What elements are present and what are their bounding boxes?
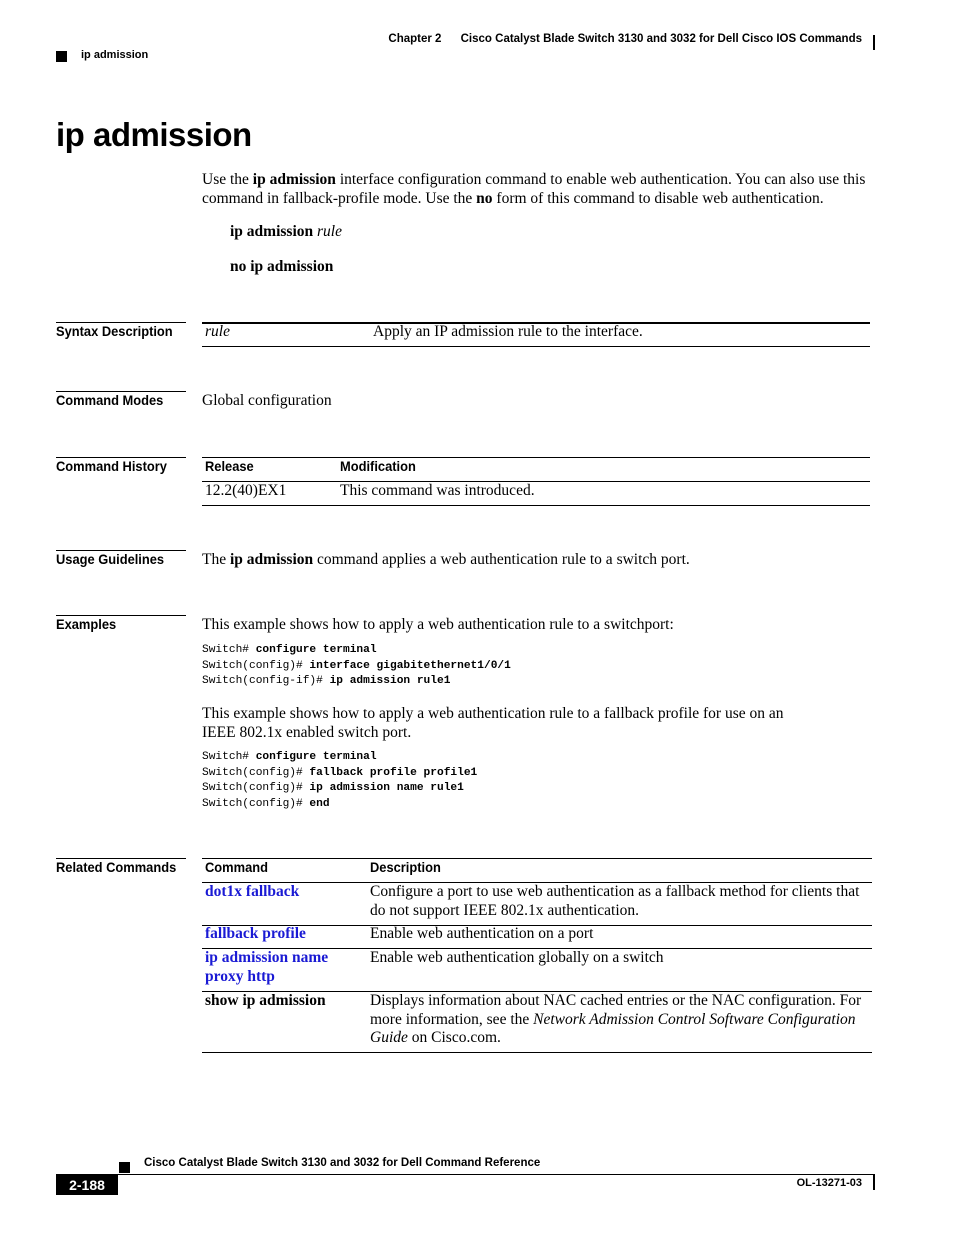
table-top-rule (202, 858, 872, 859)
table-bottom-rule (202, 346, 870, 347)
code-line (202, 797, 477, 813)
related-link-dot1x-fallback[interactable]: dot1x fallback (205, 883, 300, 900)
related-desc: Configure a port to use web authentication as a fallback method for clients that do not support IEEE 802.1x authentication. (370, 883, 860, 919)
table-bottom-rule (202, 1052, 872, 1053)
table-bottom-rule (202, 505, 870, 506)
history-modification-cell: This command was introduced. (340, 482, 535, 499)
intro-text: interface configuration command to enable web authentication. You can also use this command in fallback-profile mode. Use the (202, 171, 866, 207)
related-desc-text: Displays information about NAC cached entries or the NAC configuration. For more information, see the (370, 992, 862, 1028)
code-line (202, 781, 477, 797)
page-number: 2-188 (56, 1175, 118, 1195)
example-intro-2 (202, 705, 784, 742)
footer-rule (56, 1174, 875, 1175)
running-header (388, 33, 862, 45)
col-header-description: Description (370, 859, 441, 875)
syntax-arg-cell: rule (205, 323, 230, 340)
syntax-command: ip admission (230, 223, 314, 240)
footer-marker (119, 1162, 130, 1173)
related-link-ip-admission-name-proxy-http[interactable] (205, 949, 328, 986)
related-link-line[interactable]: ip admission name (205, 949, 329, 966)
code-prompt: Switch# (202, 644, 256, 656)
related-link-fallback-profile[interactable]: fallback profile (205, 925, 306, 942)
related-desc (370, 992, 865, 1048)
code-prompt: Switch(config)# (202, 659, 310, 672)
intro-text: form of this command to disable web authentication. (492, 189, 824, 207)
intro-text: Use the (202, 171, 253, 188)
code-command: configure terminal (255, 751, 377, 763)
code-line (202, 766, 477, 782)
table-header-rule (202, 481, 870, 482)
code-command: interface gigabitethernet1/0/1 (309, 659, 511, 672)
col-header-command: Command (205, 859, 268, 875)
code-command: ip admission name rule1 (309, 782, 464, 794)
related-desc: Enable web authentication on a port (370, 925, 594, 942)
code-prompt: Switch(config)# (202, 782, 310, 794)
code-prompt: Switch(config)# (202, 766, 310, 779)
page-title: ip admission (56, 116, 252, 153)
syntax-argument: rule (317, 223, 342, 240)
section-label-command-history: Command History (56, 458, 167, 474)
command-mode-value: Global configuration (202, 392, 332, 409)
syntax-command-no: no ip admission (230, 258, 334, 275)
code-command: configure terminal (255, 644, 377, 656)
code-block-1 (202, 643, 511, 690)
chapter-title: Cisco Catalyst Blade Switch 3130 and 3032 for Dell Cisco IOS Commands (460, 33, 862, 45)
code-command: fallback profile profile1 (309, 766, 478, 779)
related-desc-guide-title: Network Admission Control Software Configuration Guide (370, 1010, 856, 1046)
intro-paragraph (202, 171, 892, 208)
section-label-usage-guidelines: Usage Guidelines (56, 551, 165, 567)
related-command-show-ip-admission: show ip admission (205, 992, 326, 1009)
code-line (202, 674, 511, 690)
syntax-desc-cell: Apply an IP admission rule to the interface. (373, 323, 643, 340)
code-line (202, 659, 511, 675)
code-block-2 (202, 750, 477, 812)
usage-text: The (202, 551, 230, 568)
example-intro-2-line: IEEE 802.1x enabled switch port. (202, 723, 412, 741)
intro-bold-no: no (476, 189, 493, 207)
syntax-line (230, 223, 342, 241)
example-intro-2-line: This example shows how to apply a web authentication rule to a fallback profile for use on an (202, 705, 784, 722)
footer-bar (873, 1175, 875, 1190)
col-header-modification: Modification (340, 458, 416, 474)
header-bar (873, 35, 875, 50)
history-release-cell: 12.2(40)EX1 (205, 482, 287, 499)
usage-paragraph (202, 551, 690, 570)
section-label-syntax-description: Syntax Description (56, 323, 173, 339)
intro-bold-command: ip admission (252, 171, 336, 188)
syntax-line-no (230, 258, 333, 276)
col-header-release: Release (205, 458, 254, 474)
section-label-related-commands: Related Commands (56, 859, 177, 875)
usage-bold-command: ip admission (229, 551, 314, 568)
footer-title: Cisco Catalyst Blade Switch 3130 and 3032 for Dell Command Reference (144, 1157, 541, 1169)
code-command: ip admission rule1 (329, 675, 451, 687)
code-line (202, 750, 477, 766)
document-number: OL-13271-03 (796, 1177, 862, 1189)
code-prompt: Switch(config-if)# (202, 675, 330, 687)
related-desc: Enable web authentication globally on a switch (370, 949, 664, 966)
code-command: end (309, 797, 330, 810)
code-line (202, 643, 511, 659)
header-marker (56, 51, 67, 62)
chapter-number: Chapter 2 (388, 33, 442, 45)
related-link-line[interactable]: proxy http (205, 967, 275, 985)
section-label-examples: Examples (56, 616, 117, 632)
usage-text: command applies a web authentication rule to a switch port. (313, 551, 690, 568)
table-top-rule (202, 457, 870, 458)
code-prompt: Switch# (202, 751, 256, 763)
example-intro-1: This example shows how to apply a web authentication rule to a switchport: (202, 616, 674, 633)
section-label-command-modes: Command Modes (56, 392, 164, 408)
code-prompt: Switch(config)# (202, 797, 310, 810)
related-desc-text: on Cisco.com. (407, 1029, 501, 1046)
running-topic: ip admission (81, 49, 149, 61)
